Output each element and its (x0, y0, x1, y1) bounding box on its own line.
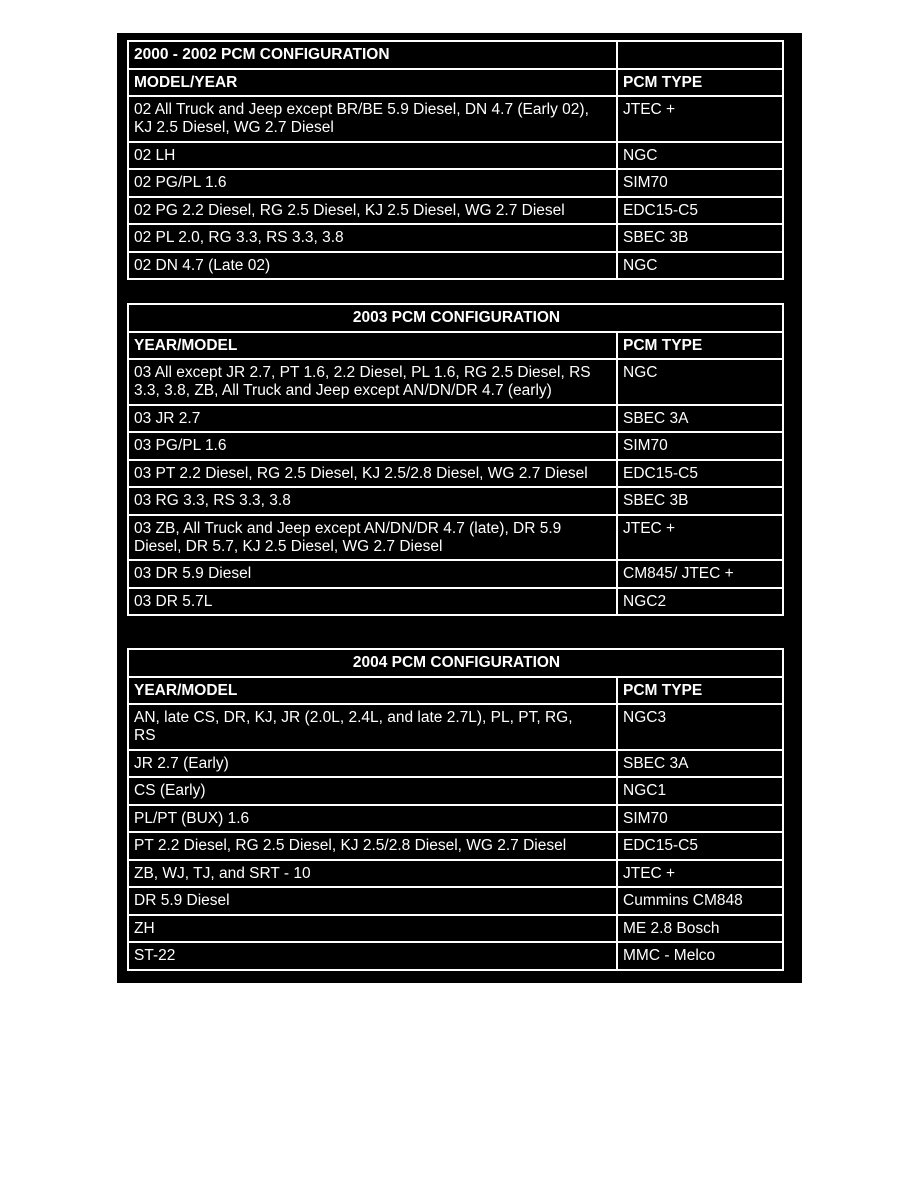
pcm-type-cell: JTEC + (617, 515, 783, 561)
column-header-pcm-type: PCM TYPE (617, 69, 783, 97)
table-row (128, 860, 783, 888)
model-year-cell: 02 PG/PL 1.6 (128, 169, 617, 197)
table-title: 2000 - 2002 PCM CONFIGURATION (128, 41, 617, 69)
pcm-type-cell: NGC (617, 142, 783, 170)
table-row (128, 515, 783, 561)
model-year-cell: 03 All except JR 2.7, PT 1.6, 2.2 Diesel, PL 1.6, RG 2.5 Diesel, RS 3.3, 3.8, ZB, All Truck and Jeep except AN/DN/DR 4.7 (early) (128, 359, 617, 405)
table-title-row (128, 41, 783, 69)
table-title: 2004 PCM CONFIGURATION (128, 649, 783, 677)
table-body (128, 704, 783, 970)
model-year-cell: 02 All Truck and Jeep except BR/BE 5.9 Diesel, DN 4.7 (Early 02), KJ 2.5 Diesel, WG 2.7 Diesel (128, 96, 617, 142)
table-header-row (128, 677, 783, 705)
pcm-config-table-2000-2002 (127, 40, 784, 280)
table-row (128, 887, 783, 915)
table-row (128, 832, 783, 860)
pcm-type-cell: NGC (617, 359, 783, 405)
model-year-cell: DR 5.9 Diesel (128, 887, 617, 915)
model-year-cell: PL/PT (BUX) 1.6 (128, 805, 617, 833)
column-header-pcm-type: PCM TYPE (617, 677, 783, 705)
model-year-cell: 03 RG 3.3, RS 3.3, 3.8 (128, 487, 617, 515)
column-header-model: YEAR/MODEL (128, 332, 617, 360)
pcm-type-cell: ME 2.8 Bosch (617, 915, 783, 943)
pcm-type-cell: JTEC + (617, 96, 783, 142)
table-row (128, 915, 783, 943)
column-header-model: YEAR/MODEL (128, 677, 617, 705)
model-year-cell: 03 DR 5.9 Diesel (128, 560, 617, 588)
pcm-type-cell: EDC15-C5 (617, 197, 783, 225)
table-row (128, 942, 783, 970)
table-row (128, 432, 783, 460)
table-row (128, 588, 783, 616)
pcm-type-cell: SIM70 (617, 805, 783, 833)
model-year-cell: ST-22 (128, 942, 617, 970)
table-row (128, 560, 783, 588)
model-year-cell: 03 JR 2.7 (128, 405, 617, 433)
pcm-type-cell: SBEC 3B (617, 224, 783, 252)
table-title: 2003 PCM CONFIGURATION (128, 304, 783, 332)
pcm-type-cell: Cummins CM848 (617, 887, 783, 915)
table-row (128, 805, 783, 833)
table-row (128, 252, 783, 280)
table-header-row (128, 332, 783, 360)
pcm-config-table-2003 (127, 303, 784, 616)
model-year-cell: AN, late CS, DR, KJ, JR (2.0L, 2.4L, and late 2.7L), PL, PT, RG, RS (128, 704, 617, 750)
table-body (128, 359, 783, 615)
table-title-row (128, 304, 783, 332)
table-row (128, 96, 783, 142)
column-header-pcm-type: PCM TYPE (617, 332, 783, 360)
table-body (128, 96, 783, 279)
table-title-row (128, 649, 783, 677)
table-row (128, 487, 783, 515)
document-sheet (117, 33, 802, 983)
table-row (128, 197, 783, 225)
model-year-cell: ZB, WJ, TJ, and SRT - 10 (128, 860, 617, 888)
pcm-type-cell: NGC3 (617, 704, 783, 750)
model-year-cell: ZH (128, 915, 617, 943)
table-row (128, 777, 783, 805)
table-row (128, 142, 783, 170)
table-row (128, 224, 783, 252)
pcm-type-cell: SBEC 3A (617, 405, 783, 433)
pcm-type-cell: SBEC 3B (617, 487, 783, 515)
model-year-cell: JR 2.7 (Early) (128, 750, 617, 778)
model-year-cell: 03 PG/PL 1.6 (128, 432, 617, 460)
pcm-type-cell: MMC - Melco (617, 942, 783, 970)
model-year-cell: 03 ZB, All Truck and Jeep except AN/DN/DR 4.7 (late), DR 5.9 Diesel, DR 5.7, KJ 2.5 Diesel, WG 2.7 Diesel (128, 515, 617, 561)
table-row (128, 359, 783, 405)
pcm-type-cell: NGC1 (617, 777, 783, 805)
model-year-cell: 03 PT 2.2 Diesel, RG 2.5 Diesel, KJ 2.5/2.8 Diesel, WG 2.7 Diesel (128, 460, 617, 488)
model-year-cell: 02 PL 2.0, RG 3.3, RS 3.3, 3.8 (128, 224, 617, 252)
pcm-type-cell: EDC15-C5 (617, 832, 783, 860)
table-row (128, 460, 783, 488)
empty-title-cell (617, 41, 783, 69)
column-header-model: MODEL/YEAR (128, 69, 617, 97)
model-year-cell: 02 LH (128, 142, 617, 170)
pcm-type-cell: SBEC 3A (617, 750, 783, 778)
model-year-cell: 02 DN 4.7 (Late 02) (128, 252, 617, 280)
pcm-type-cell: NGC2 (617, 588, 783, 616)
model-year-cell: PT 2.2 Diesel, RG 2.5 Diesel, KJ 2.5/2.8 Diesel, WG 2.7 Diesel (128, 832, 617, 860)
pcm-type-cell: EDC15-C5 (617, 460, 783, 488)
model-year-cell: 03 DR 5.7L (128, 588, 617, 616)
model-year-cell: CS (Early) (128, 777, 617, 805)
model-year-cell: 02 PG 2.2 Diesel, RG 2.5 Diesel, KJ 2.5 Diesel, WG 2.7 Diesel (128, 197, 617, 225)
pcm-type-cell: SIM70 (617, 432, 783, 460)
table-row (128, 704, 783, 750)
table-row (128, 750, 783, 778)
pcm-type-cell: SIM70 (617, 169, 783, 197)
pcm-config-table-2004 (127, 648, 784, 971)
table-row (128, 405, 783, 433)
table-header-row (128, 69, 783, 97)
pcm-type-cell: CM845/ JTEC + (617, 560, 783, 588)
pcm-type-cell: JTEC + (617, 860, 783, 888)
table-row (128, 169, 783, 197)
pcm-type-cell: NGC (617, 252, 783, 280)
